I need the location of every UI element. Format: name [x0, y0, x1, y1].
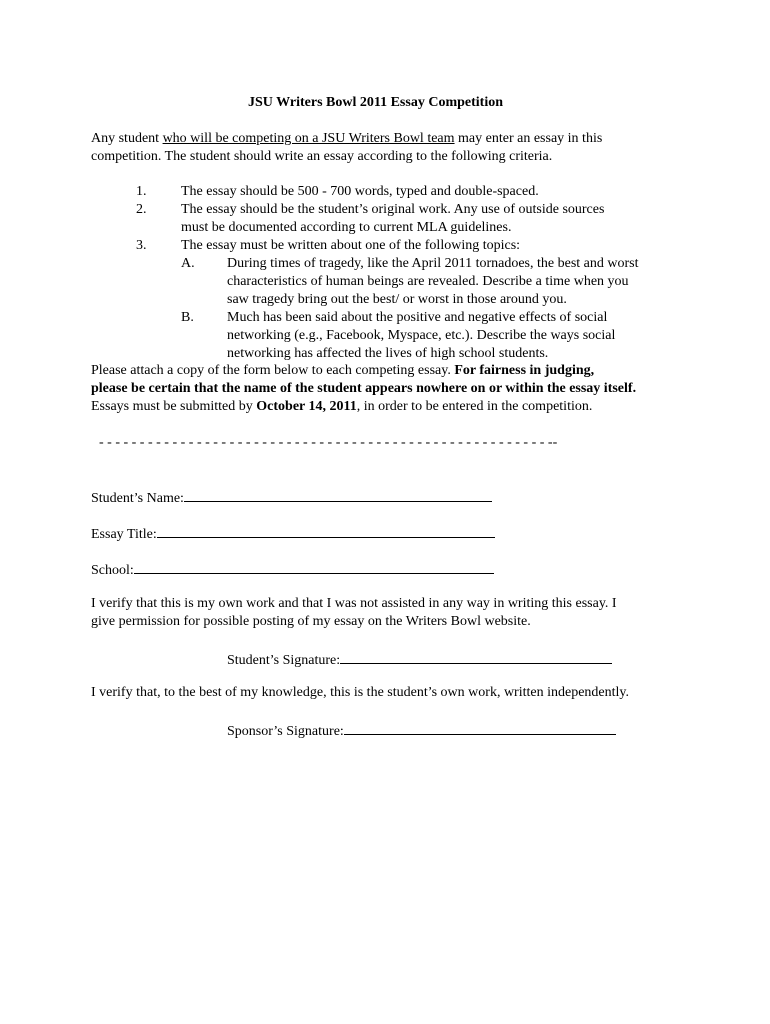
- page-title: JSU Writers Bowl 2011 Essay Competition: [248, 95, 503, 110]
- instructions-line-1: [91, 362, 594, 380]
- topic-text: networking (e.g., Facebook, Myspace, etc.). Describe the ways social: [227, 328, 616, 343]
- criteria-number: 2.: [136, 202, 147, 217]
- school-blank[interactable]: [134, 559, 494, 574]
- instructions-line-2: please be certain that the name of the student appears nowhere on or within the essay itself.: [91, 381, 637, 396]
- sponsor-verification-line: I verify that, to the best of my knowledge, this is the student’s own work, written independently.: [91, 685, 629, 700]
- criteria-number: 1.: [136, 184, 147, 199]
- topic-text: networking has affected the lives of high school students.: [227, 346, 549, 361]
- topic-text: saw tragedy bring out the best/ or worst in those around you.: [227, 292, 567, 307]
- essay-title-label: Essay Title:: [91, 527, 157, 542]
- topic-text: During times of tragedy, like the April 2011 tornadoes, the best and worst: [227, 256, 639, 271]
- criteria-text: The essay must be written about one of the following topics:: [181, 238, 521, 253]
- student-signature-field: [227, 649, 612, 670]
- criteria-text: The essay should be the student’s original work. Any use of outside sources: [181, 202, 605, 217]
- criteria-text: The essay should be 500 - 700 words, typed and double-spaced.: [181, 184, 539, 199]
- school-label: School:: [91, 563, 134, 578]
- topic-letter: A.: [181, 256, 195, 271]
- intro-text-a: Any student: [91, 131, 163, 146]
- instructions-text: Please attach a copy of the form below to each competing essay.: [91, 363, 455, 378]
- deadline-text: Essays must be submitted by: [91, 399, 257, 414]
- cut-line-separator: - - - - - - - - - - - - - - - - - - - - - - - - - - - - - - - - - - - - - - - - - - - - - - - - - - - - - - - --: [99, 435, 558, 450]
- instructions-bold-text: For fairness in judging,: [454, 363, 595, 378]
- sponsor-signature-label: Sponsor’s Signature:: [227, 724, 344, 739]
- intro-line-2: competition. The student should write an essay according to the following criteria.: [91, 149, 553, 164]
- intro-underlined-text: who will be competing on a JSU Writers Bowl team: [162, 131, 455, 146]
- topic-text: characteristics of human beings are revealed. Describe a time when you: [227, 274, 629, 289]
- school-field: [91, 559, 494, 580]
- deadline-date: October 14, 2011: [256, 399, 357, 414]
- intro-line-1: [91, 130, 602, 148]
- student-signature-label: Student’s Signature:: [227, 653, 341, 668]
- student-verification-line-1: I verify that this is my own work and that I was not assisted in any way in writing this essay. I: [91, 596, 617, 611]
- sponsor-signature-field: [227, 720, 616, 741]
- student-name-label: Student’s Name:: [91, 491, 184, 506]
- student-verification-line-2: give permission for possible posting of my essay on the Writers Bowl website.: [91, 614, 531, 629]
- deadline-text-end: , in order to be entered in the competition.: [356, 399, 593, 414]
- essay-title-field: [91, 523, 495, 544]
- sponsor-signature-blank[interactable]: [344, 720, 616, 735]
- student-name-blank[interactable]: [184, 487, 492, 502]
- student-name-field: [91, 487, 492, 508]
- intro-text-b: may enter an essay in this: [454, 131, 603, 146]
- topic-letter: B.: [181, 310, 194, 325]
- criteria-text: must be documented according to current MLA guidelines.: [181, 220, 512, 235]
- essay-title-blank[interactable]: [157, 523, 495, 538]
- student-signature-blank[interactable]: [340, 649, 612, 664]
- instructions-line-3: [91, 398, 592, 416]
- topic-text: Much has been said about the positive and negative effects of social: [227, 310, 608, 325]
- criteria-number: 3.: [136, 238, 147, 253]
